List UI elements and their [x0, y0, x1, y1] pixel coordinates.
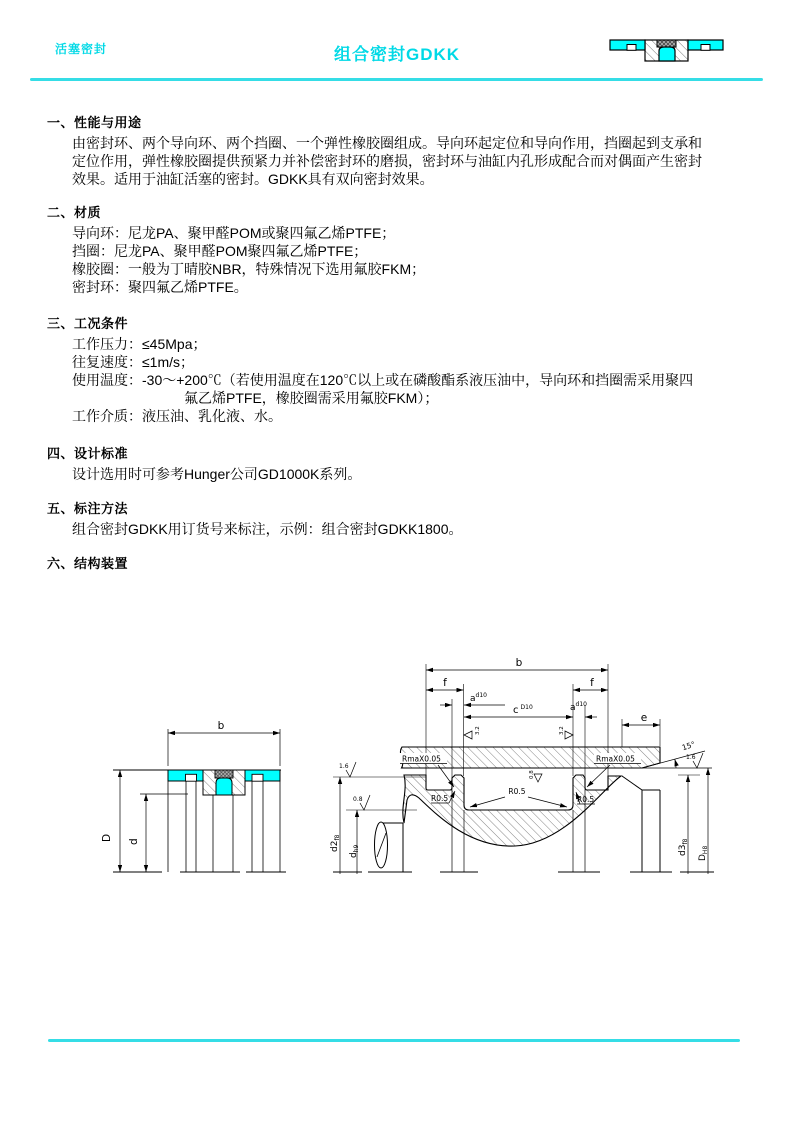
section-heading: 一、性能与用途 — [47, 115, 142, 130]
section-design-standard — [47, 447, 757, 483]
roughness-triangle-left — [464, 731, 472, 739]
body-line: 由密封环、两个导向环、两个挡圈、一个弹性橡胶圈组成。导向环起定位和导向作用，挡圈起到支承和 — [72, 135, 702, 151]
section-working-conditions — [47, 317, 757, 425]
dim-dh9-label: $d_{h9}$ — [349, 844, 360, 858]
section-heading: 二、材质 — [47, 205, 102, 220]
roughness-triangle-right — [565, 731, 573, 739]
seal-logo-icon — [603, 36, 733, 68]
rod-break — [375, 822, 388, 868]
dim-a-right-label: $a^{d10}$ — [570, 701, 587, 713]
dim-e-label: e — [640, 712, 648, 724]
rmax-label-right: RmaX0.05 — [596, 754, 635, 764]
section-heading: 四、设计标准 — [47, 446, 129, 461]
dim-b-label-left-view: b — [217, 720, 225, 732]
dim-c-label: c $^{D10}$ — [513, 704, 533, 716]
rmax-label-left: RmaX0.05 — [402, 754, 441, 764]
right-view-groove-detail — [333, 664, 714, 874]
dim-a-left-label: $a^{d10}$ — [470, 692, 487, 704]
body-line: 定位作用，弹性橡胶圈提供预紧力并补偿密封环的磨损，密封环与油缸内孔形成配合而对偶面产生密封 — [72, 153, 702, 169]
dim-b-label: b — [515, 657, 523, 669]
body-line: 组合密封GDKK用订货号来标注，示例：组合密封GDKK1800。 — [72, 521, 463, 537]
r05-label-left: R0.5 — [431, 794, 449, 803]
dim-DH8-label: $D_{H8}$ — [698, 845, 709, 861]
section-material — [47, 206, 757, 296]
roughness-16-left: 1.6 — [339, 763, 349, 770]
body-line: 工作介质：液压油、乳化液、水。 — [72, 408, 282, 424]
dim-d2-label: $d2_{f8}$ — [330, 834, 341, 852]
body-line: 工作压力：≤45Mpa； — [72, 336, 207, 352]
footer-rule — [48, 1039, 740, 1042]
dim-D-label: D — [101, 833, 113, 842]
body-line: 效果。适用于油缸活塞的密封。GDKK具有双向密封效果。 — [72, 171, 434, 187]
structure-drawing — [80, 600, 780, 900]
header-category-label: 活塞密封 — [55, 42, 108, 56]
roughness-08-left: 0.8 — [353, 796, 363, 803]
dim-d-label: d — [128, 838, 140, 845]
roughness-08-floor: 0.8 — [529, 770, 535, 779]
left-view-installed-seal — [113, 729, 286, 872]
body-line: 导向环：尼龙PA、聚甲醛POM或聚四氟乙烯PTFE； — [72, 225, 396, 241]
section-structure — [47, 557, 757, 575]
body-line: 往复速度：≤1m/s； — [72, 354, 195, 370]
page-title: 组合密封GDKK — [333, 45, 461, 64]
header-rule — [30, 78, 763, 81]
body-line: 使用温度：-30～+200℃（若使用温度在120℃以上或在磷酸酯系液压油中，导向环和挡圈需采用聚四 — [72, 372, 694, 388]
r05-label-right: R0.5 — [577, 795, 595, 804]
section-heading: 三、工况条件 — [47, 316, 129, 331]
body-line: 橡胶圈：一般为丁晴胶NBR，特殊情况下选用氟胶FKM； — [72, 261, 426, 277]
section-performance — [47, 116, 757, 188]
section-marking-method — [47, 502, 757, 538]
rubber-ring — [216, 778, 232, 795]
roughness-32-leftwall: 3.2 — [475, 726, 481, 735]
roughness-triangle-center — [534, 774, 542, 782]
roughness-16-right: 1.6 — [686, 754, 696, 761]
roughness-32-rightwall: 3.2 — [559, 726, 565, 735]
dim-d3-label: $d3_{f8}$ — [678, 838, 689, 856]
rubber-strip — [215, 770, 233, 778]
r05-label-center: R0.5 — [508, 787, 526, 796]
dim-f-right-label: f — [590, 677, 594, 689]
section-heading: 五、标注方法 — [47, 501, 129, 516]
body-line: 挡圈：尼龙PA、聚甲醛POM聚四氟乙烯PTFE； — [72, 243, 368, 259]
section-heading: 六、结构装置 — [47, 556, 129, 571]
body-line: 密封环：聚四氟乙烯PTFE。 — [72, 279, 248, 295]
body-line: 设计选用时可参考Hunger公司GD1000K系列。 — [72, 466, 362, 482]
angle-15-label: 15° — [680, 739, 697, 753]
dim-f-left-label: f — [443, 677, 447, 689]
body-line: 氟乙烯PTFE，橡胶圈需采用氟胶FKM）； — [184, 390, 439, 406]
